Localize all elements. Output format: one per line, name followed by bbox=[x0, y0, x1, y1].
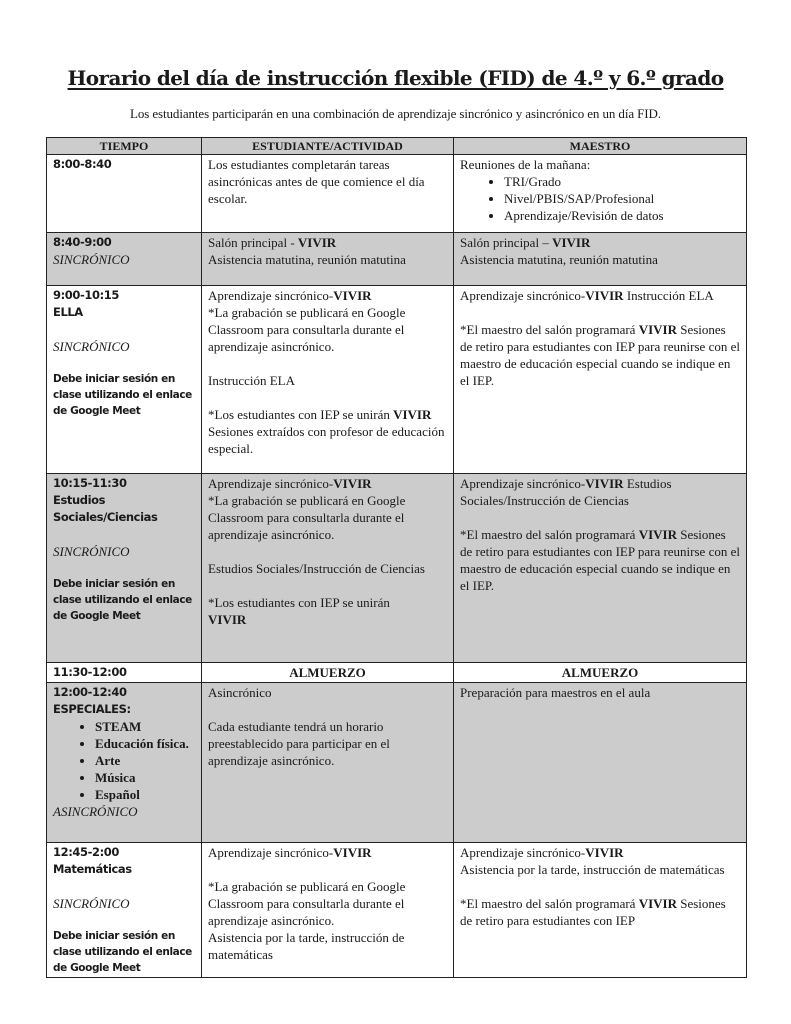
mode-label: SINCRÓNICO bbox=[53, 896, 130, 911]
teacher-cell bbox=[454, 474, 747, 663]
specials-list bbox=[53, 718, 195, 803]
live-label: VIVIR bbox=[333, 476, 372, 491]
live-label: VIVIR bbox=[638, 896, 677, 911]
text: Aprendizaje sincrónico- bbox=[208, 476, 334, 491]
list-item: • Español bbox=[95, 786, 195, 803]
time-cell bbox=[47, 683, 202, 843]
teacher-line: Asistencia por la tarde, instrucción de matemáticas bbox=[460, 862, 725, 877]
mode-label: SINCRÓNICO bbox=[53, 252, 130, 267]
lunch-label: ALMUERZO bbox=[289, 665, 366, 680]
text: Sesiones de retiro para estudiantes con IEP bbox=[460, 896, 726, 928]
list-item: • STEAM bbox=[95, 718, 195, 735]
student-cell bbox=[202, 286, 454, 474]
teacher-line bbox=[460, 844, 740, 861]
list-item: • Nivel/PBIS/SAP/Profesional bbox=[504, 190, 740, 207]
student-cell bbox=[202, 683, 454, 843]
teacher-cell bbox=[454, 233, 747, 286]
table-row bbox=[47, 843, 747, 978]
text: Aprendizaje sincrónico- bbox=[208, 288, 334, 303]
login-note: Debe iniciar sesión en clase utilizando el enlace de Google Meet bbox=[53, 930, 192, 974]
teacher-line bbox=[460, 234, 740, 251]
recording-note: *La grabación se publicará en Google Classroom para consultarla durante el aprendizaje asincrónico. bbox=[208, 305, 406, 354]
text: Instrucción ELA bbox=[623, 288, 714, 303]
student-text: Los estudiantes completarán tareas asincrónicas antes de que comience el día escolar. bbox=[208, 157, 425, 206]
student-cell bbox=[202, 663, 454, 683]
list-item: • Educación física. bbox=[95, 735, 195, 752]
student-cell bbox=[202, 233, 454, 286]
student-line bbox=[208, 234, 447, 251]
time-cell bbox=[47, 663, 202, 683]
text: *Los estudiantes con IEP se unirán bbox=[208, 407, 394, 422]
teacher-pullout-note bbox=[460, 895, 740, 929]
teacher-line bbox=[460, 475, 740, 509]
text: Sesiones de retiro para estudiantes con IEP para reunirse con el maestro de educación especial cuando se indique en el IEP. bbox=[460, 527, 740, 593]
iep-note bbox=[208, 406, 447, 457]
text: Aprendizaje sincrónico- bbox=[460, 845, 586, 860]
subject-label: Matemáticas bbox=[53, 862, 132, 876]
student-line bbox=[208, 287, 447, 304]
list-item: • TRI/Grado bbox=[504, 173, 740, 190]
recording-note: *La grabación se publicará en Google Classroom para consultarla durante el aprendizaje asincrónico. bbox=[208, 493, 406, 542]
live-label: VIVIR bbox=[393, 407, 432, 422]
live-label: VIVIR bbox=[297, 235, 337, 250]
subject-label: ELLA bbox=[53, 305, 83, 319]
time-label: 12:45-2:00 bbox=[53, 845, 119, 859]
text: Aprendizaje sincrónico- bbox=[460, 288, 586, 303]
student-line: Cada estudiante tendrá un horario preestablecido para participar en el aprendizaje asincrónico. bbox=[208, 719, 390, 768]
time-label: 12:00-12:40 bbox=[53, 685, 127, 699]
student-line bbox=[208, 844, 447, 861]
teacher-cell bbox=[454, 663, 747, 683]
list-item: • Arte bbox=[95, 752, 195, 769]
instruction-label: Estudios Sociales/Instrucción de Ciencias bbox=[208, 561, 425, 576]
header-estudiante-actividad: ESTUDIANTE/ACTIVIDAD bbox=[202, 138, 454, 155]
time-cell bbox=[47, 474, 202, 663]
login-note: Debe iniciar sesión en clase utilizando el enlace de Google Meet bbox=[53, 578, 192, 622]
live-label: VIVIR bbox=[585, 288, 624, 303]
table-row bbox=[47, 663, 747, 683]
text: Salón principal – bbox=[460, 235, 553, 250]
student-cell bbox=[202, 474, 454, 663]
text: Salón principal - bbox=[208, 235, 298, 250]
teacher-pullout-note bbox=[460, 321, 740, 389]
text: *El maestro del salón programará bbox=[460, 896, 639, 911]
login-note: Debe iniciar sesión en clase utilizando el enlace de Google Meet bbox=[53, 373, 192, 417]
teacher-line bbox=[460, 287, 740, 304]
live-label: VIVIR bbox=[208, 612, 247, 627]
live-label: VIVIR bbox=[638, 527, 677, 542]
time-cell bbox=[47, 233, 202, 286]
live-label: VIVIR bbox=[585, 845, 624, 860]
header-tiempo: TIEMPO bbox=[47, 138, 202, 155]
time-cell bbox=[47, 155, 202, 233]
student-line: Asistencia por la tarde, instrucción de matemáticas bbox=[208, 930, 405, 962]
time-label: 10:15-11:30 bbox=[53, 476, 127, 490]
document-subtitle: Los estudiantes participarán en una combinación de aprendizaje sincrónico y asincrónico en un día FID. bbox=[130, 106, 661, 121]
text: *El maestro del salón programará bbox=[460, 322, 639, 337]
time-cell bbox=[47, 286, 202, 474]
time-label: 8:00-8:40 bbox=[53, 157, 112, 171]
instruction-label: Instrucción ELA bbox=[208, 373, 296, 388]
text: Sesiones de retiro para estudiantes con IEP para reunirse con el maestro de educación especial cuando se indique en el IEP. bbox=[460, 322, 740, 388]
time-label: 8:40-9:00 bbox=[53, 235, 112, 249]
table-row bbox=[47, 474, 747, 663]
list-item: • Música bbox=[95, 769, 195, 786]
table-row bbox=[47, 233, 747, 286]
teacher-cell bbox=[454, 683, 747, 843]
live-label: VIVIR bbox=[585, 476, 624, 491]
time-label: 9:00-10:15 bbox=[53, 288, 119, 302]
teacher-cell bbox=[454, 286, 747, 474]
live-label: VIVIR bbox=[638, 322, 677, 337]
student-line bbox=[208, 475, 447, 492]
text: Aprendizaje sincrónico- bbox=[208, 845, 334, 860]
mode-label: SINCRÓNICO bbox=[53, 544, 130, 559]
mode-label: ASINCRÓNICO bbox=[53, 804, 138, 819]
subject-label: Estudios Sociales/Ciencias bbox=[53, 493, 158, 524]
table-row bbox=[47, 683, 747, 843]
document-title bbox=[0, 66, 791, 90]
time-label: 11:30-12:00 bbox=[53, 665, 127, 679]
text: *El maestro del salón programará bbox=[460, 527, 639, 542]
table-row bbox=[47, 155, 747, 233]
teacher-intro: Reuniones de la mañana: bbox=[460, 157, 591, 172]
text: Aprendizaje sincrónico- bbox=[460, 476, 586, 491]
iep-note bbox=[208, 594, 447, 628]
live-label: VIVIR bbox=[333, 288, 372, 303]
live-label: VIVIR bbox=[552, 235, 591, 250]
recording-note: *La grabación se publicará en Google Classroom para consultarla durante el aprendizaje asincrónico. bbox=[208, 879, 406, 928]
student-line: Asistencia matutina, reunión matutina bbox=[208, 252, 406, 267]
text: Estudios Sociales/Instrucción de Ciencias bbox=[460, 476, 672, 508]
student-line: Asincrónico bbox=[208, 685, 272, 700]
student-cell bbox=[202, 155, 454, 233]
teacher-line: Preparación para maestros en el aula bbox=[460, 685, 651, 700]
lunch-label: ALMUERZO bbox=[561, 665, 639, 680]
header-maestro: MAESTRO bbox=[454, 138, 747, 155]
student-cell bbox=[202, 843, 454, 978]
teacher-line: Asistencia matutina, reunión matutina bbox=[460, 252, 658, 267]
table-header-row bbox=[47, 138, 747, 155]
teacher-pullout-note bbox=[460, 526, 740, 594]
text: Sesiones extraídos con profesor de educación especial. bbox=[208, 424, 445, 456]
teacher-cell bbox=[454, 843, 747, 978]
schedule-table bbox=[46, 137, 747, 978]
list-item: • Aprendizaje/Revisión de datos bbox=[504, 207, 740, 224]
live-label: VIVIR bbox=[333, 845, 372, 860]
subject-label: ESPECIALES: bbox=[53, 702, 131, 716]
teacher-cell bbox=[454, 155, 747, 233]
text: *Los estudiantes con IEP se unirán bbox=[208, 595, 390, 610]
mode-label: SINCRÓNICO bbox=[53, 339, 130, 354]
time-cell bbox=[47, 843, 202, 978]
teacher-meeting-list bbox=[460, 173, 740, 224]
table-row bbox=[47, 286, 747, 474]
title-text: Horario del día de instrucción flexible (FID) de 4.º y 6.º grado bbox=[67, 66, 724, 90]
